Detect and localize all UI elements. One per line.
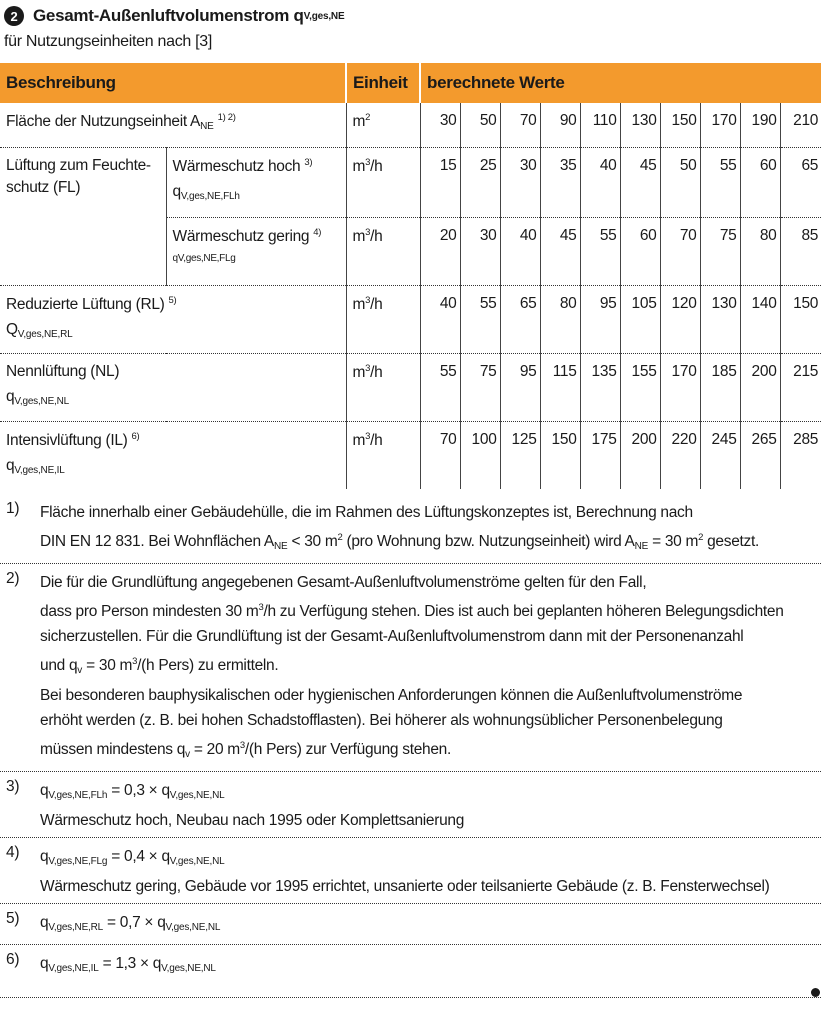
end-marker-dot <box>811 988 820 997</box>
value-cell: 130 <box>700 285 740 353</box>
footnote-number: 2) <box>6 570 20 587</box>
row-flaeche <box>0 103 821 147</box>
value-cell: 15 <box>420 147 460 217</box>
footnote-6: 6) $q_{V,ges,NE,IL} = 1,3 \times q_{V,ges,NE,NL}$ <box>0 945 821 998</box>
value-cell: 30 <box>500 147 540 217</box>
value-cell: 30 <box>460 217 500 285</box>
footnote-number: 1) <box>6 500 20 517</box>
flaeche-label: Fläche der Nutzungseinheit $A_{NE}$ $^{1) 2)}$ <box>0 103 346 147</box>
row-rl <box>0 285 821 353</box>
rl-label: Reduzierte Lüftung (RL) $^{5)}$ $Q_{V,ges,NE,RL}$ <box>0 285 346 353</box>
fl-gering-unit: $m^3/h$ <box>346 217 420 285</box>
value-cell: 150 <box>780 285 821 353</box>
fl-hoch-label: Wärmeschutz hoch $^{3)}$ $q_{V,ges,NE,FLh}$ <box>166 147 346 217</box>
footnote-5: 5) $q_{V,ges,NE,RL} = 0,7 \times q_{V,ges,NE,NL}$ <box>0 904 821 945</box>
value-cell: 150 <box>660 103 700 147</box>
footnotes <box>0 494 821 998</box>
il-label: Intensivlüftung (IL) $^{6)}$ $q_{V,ges,NE,IL}$ <box>6 430 140 476</box>
value-cell: 65 <box>500 285 540 353</box>
nl-label: Nennlüftung (NL) $q_{V,ges,NE,NL}$ <box>0 353 346 421</box>
value-cell: 245 <box>700 421 740 489</box>
value-cell: 65 <box>780 147 821 217</box>
footnote-4: 4) $q_{V,ges,NE,FLg} = 0,4 \times q_{V,ges,NE,NL}$ Wärmeschutz gering, Gebäude vor 1995 errichtet, unsanierte oder teilsanierte Gebäude (z. B. Fensterwechsel) <box>0 838 821 904</box>
row-fl-hoch <box>0 147 821 217</box>
header-werte: berechnete Werte <box>420 63 821 103</box>
nl-unit: $m^3/h$ <box>346 353 420 421</box>
flaeche-unit: $m^2$ <box>346 103 420 147</box>
value-cell: 110 <box>580 103 620 147</box>
value-cell: 185 <box>700 353 740 421</box>
fl-label: Lüftung zum Feuchte- schutz (FL) <box>0 147 166 285</box>
table-header-row <box>0 63 821 103</box>
value-cell: 75 <box>460 353 500 421</box>
value-cell: 220 <box>660 421 700 489</box>
value-cell: 210 <box>780 103 821 147</box>
footnote-2: 2) Die für die Grundlüftung angegebenen Gesamt-Außenluftvolumenströme gelten für den Fall, dass pro Person mindesten 30 $m^3/h$ zu Verfügung stehen. Dies ist auch bei geplanten höheren Belegungsdichten sicherzustellen. Für die Grundlüftung ist der Gesamt-Außenluftvolumenstrom dann mit der Personenanzahl und $q_v = 30$ $m^3/(h$ Pers) zu ermitteln. Bei besonderen bauphysikalischen oder hygienischen Anforderungen können die Außenluftvolumenströme erhöht werden (z. B. bei hohen Schadstofflasten). Bei höherer als wohnungsüblicher Personenbelegung müssen mindestens $q_v = 20$ $m^3/(h$ Pers) zur Verfügung stehen. <box>0 564 821 772</box>
value-cell: 70 <box>660 217 700 285</box>
value-cell: 105 <box>620 285 660 353</box>
value-cell: 120 <box>660 285 700 353</box>
value-cell: 20 <box>420 217 460 285</box>
value-cell: 40 <box>420 285 460 353</box>
value-cell: 35 <box>540 147 580 217</box>
value-cell: 50 <box>460 103 500 147</box>
value-cell: 95 <box>580 285 620 353</box>
value-cell: 80 <box>540 285 580 353</box>
value-cell: 40 <box>500 217 540 285</box>
row-nl <box>0 353 821 421</box>
value-cell: 70 <box>420 421 460 489</box>
value-cell: 170 <box>700 103 740 147</box>
value-cell: 55 <box>460 285 500 353</box>
row-il <box>0 421 821 489</box>
table-title <box>4 3 344 29</box>
value-cell: 85 <box>780 217 821 285</box>
value-cell: 60 <box>620 217 660 285</box>
value-cell: 100 <box>460 421 500 489</box>
value-cell: 75 <box>700 217 740 285</box>
value-cell: 150 <box>540 421 580 489</box>
value-cell: 265 <box>740 421 780 489</box>
il-unit: $m^3/h$ <box>346 421 420 489</box>
value-cell: 200 <box>620 421 660 489</box>
value-cell: 115 <box>540 353 580 421</box>
value-cell: 45 <box>540 217 580 285</box>
value-cell: 95 <box>500 353 540 421</box>
header-beschreibung: Beschreibung <box>0 63 346 103</box>
value-cell: 70 <box>500 103 540 147</box>
value-cell: 55 <box>700 147 740 217</box>
footnote-number: 4) <box>6 844 20 861</box>
value-cell: 135 <box>580 353 620 421</box>
value-cell: 190 <box>740 103 780 147</box>
value-cell: 80 <box>740 217 780 285</box>
value-cell: 125 <box>500 421 540 489</box>
fl-gering-label: Wärmeschutz gering $^{4)}$ qV,ges,NE,FLg <box>166 217 346 285</box>
header-einheit: Einheit <box>346 63 420 103</box>
value-cell: 90 <box>540 103 580 147</box>
value-cell: 25 <box>460 147 500 217</box>
footnote-1: 1) Fläche innerhalb einer Gebäudehülle, die im Rahmen des Lüftungskonzeptes ist, Berechnung nach DIN EN 12 831. Bei Wohnflächen $A_{NE} < 30$ $m^2$ (pro Wohnung bzw. Nutzungseinheit) wird $A_{NE} = 30$ $m^2$ gesetzt. <box>0 494 821 564</box>
title-text: Gesamt-Außenluftvolumenstrom q <box>33 6 304 25</box>
footnote-number: 3) <box>6 778 20 795</box>
footnote-3: 3) $q_{V,ges,NE,FLh} = 0,3 \times q_{V,ges,NE,NL}$ Wärmeschutz hoch, Neubau nach 1995 oder Komplettsanierung <box>0 772 821 838</box>
rl-unit: $m^3/h$ <box>346 285 420 353</box>
value-cell: 60 <box>740 147 780 217</box>
value-cell: 130 <box>620 103 660 147</box>
value-cell: 175 <box>580 421 620 489</box>
subtitle: für Nutzungseinheiten nach [3] <box>4 33 213 50</box>
value-cell: 140 <box>740 285 780 353</box>
value-cell: 215 <box>780 353 821 421</box>
value-cell: 55 <box>580 217 620 285</box>
value-cell: 30 <box>420 103 460 147</box>
table-number-badge: 2 <box>4 6 24 26</box>
value-cell: 285 <box>780 421 821 489</box>
footnote-number: 5) <box>6 910 20 927</box>
value-cell: 40 <box>580 147 620 217</box>
value-cell: 200 <box>740 353 780 421</box>
value-cell: 155 <box>620 353 660 421</box>
title-subscript: V,ges,NE <box>303 10 345 22</box>
fl-hoch-unit: $m^3/h$ <box>346 147 420 217</box>
footnote-number: 6) <box>6 951 20 968</box>
value-cell: 55 <box>420 353 460 421</box>
volume-flow-table <box>0 63 821 489</box>
value-cell: 45 <box>620 147 660 217</box>
value-cell: 170 <box>660 353 700 421</box>
value-cell: 50 <box>660 147 700 217</box>
